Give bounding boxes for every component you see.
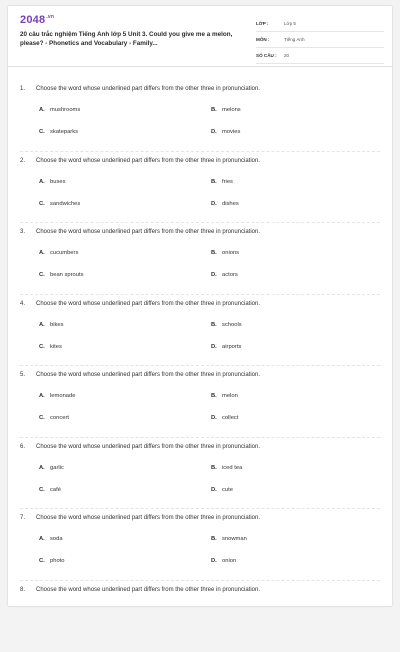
option-d[interactable] (211, 558, 236, 564)
question-item (20, 366, 380, 438)
option-text: onions (222, 250, 239, 256)
option-letter: D. (211, 344, 222, 350)
question-item (20, 295, 380, 367)
question-prompt: Choose the word whose underlined part differs from the other three in pronunciation. (36, 301, 260, 307)
option-d[interactable] (211, 272, 238, 278)
option-text: dishes (222, 201, 239, 207)
logo-suffix: .vn (46, 14, 54, 20)
option-text: garlic (50, 465, 64, 471)
meta-value: Tiếng Anh (284, 34, 305, 46)
option-text: cute (222, 487, 233, 493)
question-text (20, 301, 260, 307)
option-letter: B. (211, 250, 222, 256)
option-letter: B. (211, 107, 222, 113)
option-letter: B. (211, 536, 222, 542)
option-c[interactable] (39, 129, 78, 135)
option-text: kites (50, 344, 62, 350)
meta-row-class (256, 18, 384, 32)
option-letter: D. (211, 129, 222, 135)
site-logo[interactable] (20, 14, 54, 26)
question-text (20, 587, 260, 593)
option-letter: D. (211, 272, 222, 278)
question-text (20, 444, 260, 450)
question-item (20, 80, 380, 152)
option-letter: A. (39, 322, 50, 328)
question-item (20, 509, 380, 581)
meta-row-subject (256, 34, 384, 48)
question-text (20, 229, 260, 235)
option-letter: A. (39, 250, 50, 256)
question-text (20, 372, 260, 378)
meta-row-count (256, 50, 384, 64)
option-b[interactable] (211, 250, 239, 256)
question-number: 6. (20, 444, 36, 450)
option-letter: C. (39, 415, 50, 421)
option-a[interactable] (39, 393, 75, 399)
question-prompt: Choose the word whose underlined part differs from the other three in pronunciation. (36, 587, 260, 593)
option-d[interactable] (211, 415, 238, 421)
option-letter: A. (39, 179, 50, 185)
option-d[interactable] (211, 344, 241, 350)
option-letter: C. (39, 201, 50, 207)
option-letter: A. (39, 536, 50, 542)
option-letter: B. (211, 322, 222, 328)
option-text: snowman (222, 536, 247, 542)
logo-text: 2048 (20, 14, 45, 26)
question-number: 1. (20, 86, 36, 92)
option-letter: D. (211, 558, 222, 564)
option-text: bean sprouts (50, 272, 84, 278)
question-number: 3. (20, 229, 36, 235)
option-letter: C. (39, 272, 50, 278)
question-item (20, 223, 380, 295)
question-list (20, 80, 380, 652)
option-a[interactable] (39, 179, 65, 185)
question-item (20, 152, 380, 224)
header (8, 6, 392, 67)
document-page (8, 6, 392, 606)
option-text: mushrooms (50, 107, 80, 113)
option-b[interactable] (211, 322, 242, 328)
question-number: 7. (20, 515, 36, 521)
option-letter: C. (39, 129, 50, 135)
meta-label: SỐ CÂU : (256, 50, 277, 62)
option-text: airports (222, 344, 241, 350)
option-c[interactable] (39, 487, 61, 493)
option-c[interactable] (39, 201, 80, 207)
question-text (20, 86, 260, 92)
option-text: sandwiches (50, 201, 80, 207)
option-letter: C. (39, 558, 50, 564)
question-prompt: Choose the word whose underlined part differs from the other three in pronunciation. (36, 444, 260, 450)
option-text: soda (50, 536, 63, 542)
option-text: photo (50, 558, 65, 564)
question-number: 4. (20, 301, 36, 307)
question-number: 8. (20, 587, 36, 593)
option-text: melons (222, 107, 241, 113)
question-number: 2. (20, 158, 36, 164)
question-prompt: Choose the word whose underlined part differs from the other three in pronunciation. (36, 229, 260, 235)
option-c[interactable] (39, 558, 65, 564)
option-letter: B. (211, 393, 222, 399)
option-letter: D. (211, 415, 222, 421)
option-text: onion (222, 558, 236, 564)
option-a[interactable] (39, 322, 64, 328)
option-letter: A. (39, 393, 50, 399)
option-text: lemonade (50, 393, 75, 399)
option-d[interactable] (211, 129, 240, 135)
option-b[interactable] (211, 393, 238, 399)
option-letter: D. (211, 201, 222, 207)
option-b[interactable] (211, 179, 233, 185)
question-number: 5. (20, 372, 36, 378)
option-text: fries (222, 179, 233, 185)
option-text: melon (222, 393, 238, 399)
option-a[interactable] (39, 465, 64, 471)
meta-info (256, 18, 384, 66)
meta-value: 20 (284, 50, 289, 62)
option-text: iced tea (222, 465, 242, 471)
question-item (20, 438, 380, 510)
option-text: movies (222, 129, 240, 135)
option-b[interactable] (211, 465, 242, 471)
question-text (20, 515, 260, 521)
option-text: concert (50, 415, 69, 421)
option-letter: C. (39, 487, 50, 493)
option-a[interactable] (39, 536, 63, 542)
option-b[interactable] (211, 107, 241, 113)
meta-label: MÔN : (256, 34, 270, 46)
question-item (20, 581, 380, 652)
option-letter: B. (211, 465, 222, 471)
option-a[interactable] (39, 250, 78, 256)
option-text: collect (222, 415, 238, 421)
option-text: actors (222, 272, 238, 278)
option-text: café (50, 487, 61, 493)
question-text (20, 158, 260, 164)
option-c[interactable] (39, 272, 84, 278)
option-text: skateparks (50, 129, 78, 135)
option-letter: C. (39, 344, 50, 350)
option-letter: A. (39, 465, 50, 471)
option-d[interactable] (211, 201, 239, 207)
option-b[interactable] (211, 536, 247, 542)
meta-value: Lớp 5 (284, 18, 296, 30)
option-a[interactable] (39, 107, 80, 113)
option-letter: B. (211, 179, 222, 185)
quiz-title: 20 câu trắc nghiệm Tiếng Anh lớp 5 Unit 3. Could you give me a melon, please? - Phonetics and Vocabulary - Family... (20, 30, 238, 48)
option-text: schools (222, 322, 242, 328)
option-text: buses (50, 179, 65, 185)
question-prompt: Choose the word whose underlined part differs from the other three in pronunciation. (36, 372, 260, 378)
question-prompt: Choose the word whose underlined part differs from the other three in pronunciation. (36, 158, 260, 164)
option-letter: D. (211, 487, 222, 493)
option-d[interactable] (211, 487, 233, 493)
question-prompt: Choose the word whose underlined part differs from the other three in pronunciation. (36, 515, 260, 521)
meta-label: LỚP : (256, 18, 269, 30)
option-letter: A. (39, 107, 50, 113)
question-prompt: Choose the word whose underlined part differs from the other three in pronunciation. (36, 86, 260, 92)
option-c[interactable] (39, 415, 69, 421)
option-c[interactable] (39, 344, 62, 350)
option-text: bikes (50, 322, 64, 328)
option-text: cucumbers (50, 250, 78, 256)
